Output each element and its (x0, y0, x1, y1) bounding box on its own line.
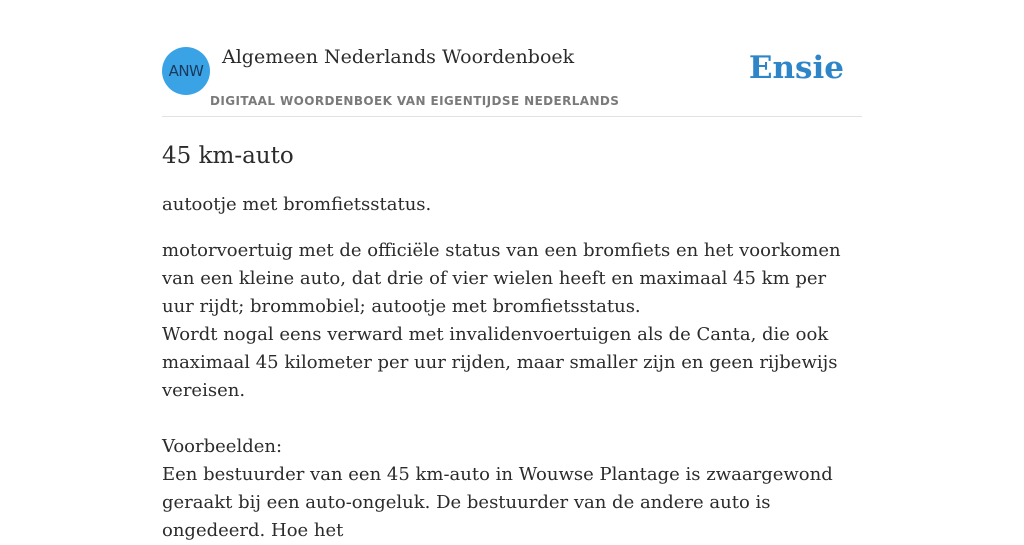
ensie-brand-logo[interactable]: Ensie (748, 50, 844, 86)
examples-label: Voorbeelden: (162, 436, 283, 457)
site-header (162, 0, 862, 117)
definition-paragraph: motorvoertuig met de officiële status van een bromfiets en het voorkomen van een kleine auto, dat drie of vier wielen heeft en maximaal 45 km per uur rijdt; brommobiel; autootje met bromfietsstatus. (162, 240, 841, 317)
site-subtitle: DIGITAAL WOORDENBOEK VAN EIGENTIJDSE NEDERLANDS (210, 94, 620, 108)
short-definition: autootje met bromfietsstatus. (162, 194, 432, 215)
definition-note: Wordt nogal eens verward met invalidenvoertuigen als de Canta, die ook maximaal 45 kilometer per uur rijden, maar smaller zijn en geen rijbewijs vereisen. (162, 324, 838, 401)
anw-logo[interactable]: ANW (162, 47, 210, 95)
site-title[interactable]: Algemeen Nederlands Woordenboek (222, 46, 575, 68)
example-text: Een bestuurder van een 45 km-auto in Wouwse Plantage is zwaargewond geraakt bij een auto-ongeluk. De bestuurder van de andere auto is ongedeerd. Hoe het (162, 464, 833, 541)
page-container (162, 0, 862, 545)
spacer (162, 405, 862, 433)
entry-headword: 45 km-auto (162, 143, 294, 169)
long-definition (162, 237, 862, 545)
